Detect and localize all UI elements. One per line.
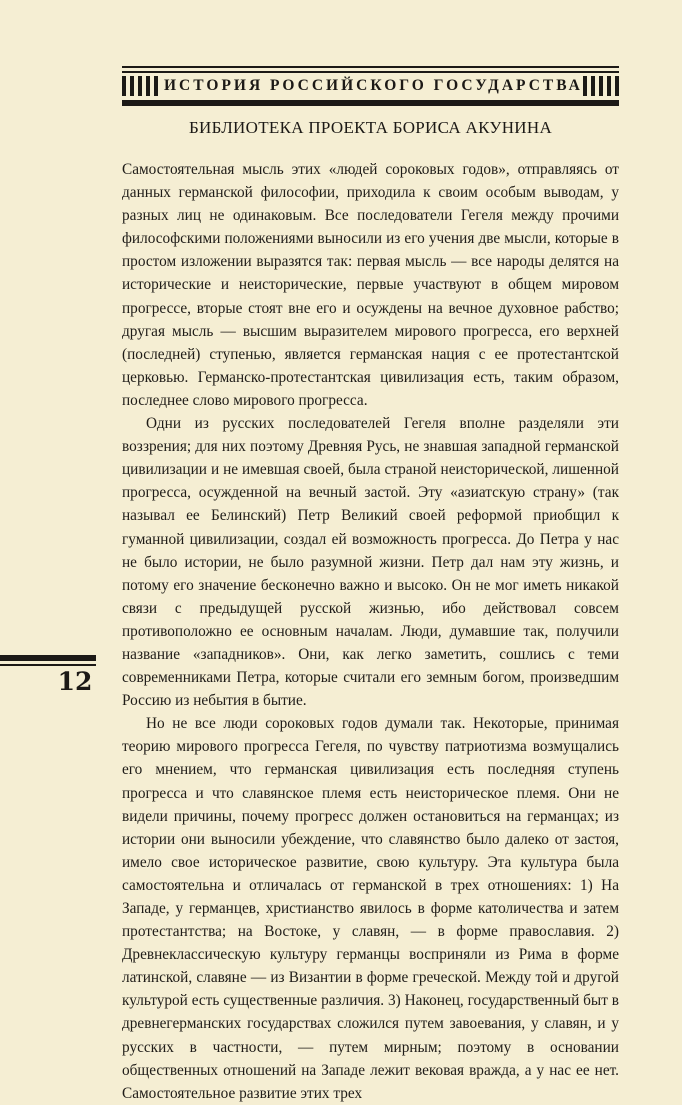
header-top-rule	[122, 66, 619, 68]
header-bottom-rule	[122, 100, 619, 106]
ornament-bar	[607, 76, 611, 96]
ornament-bar	[138, 76, 142, 96]
header-top-rule-second	[122, 71, 619, 73]
page-number-rule-top	[0, 655, 96, 661]
ornament-bar	[583, 76, 587, 96]
ornament-bar	[615, 76, 619, 96]
paragraph: Самостоятельная мысль этих «людей сороковых годов», отправляясь от данных германской философии, приходила к своим особым выводам, у разных лиц не одинаковым. Все последователи Гегеля между прочими философскими положениями выносили из его учения две мысли, которые в простом изложении выразятся так: первая мысль — все народы делятся на исторические и неисторические, первые участвуют в общем мировом прогрессе, вторые стоят вне его и осуждены на вечное духовное рабство; другая мысль — высшим выразителем мирового прогресса, его верхней (последней) ступенью, является германская нация с ее протестантской церковью. Германско-протестантская цивилизация есть, таким образом, последнее слово мирового прогресса.	[122, 161, 619, 409]
ornament-bar	[130, 76, 134, 96]
page-number: 12	[57, 667, 93, 696]
ornament-bar	[591, 76, 595, 96]
paragraph: Одни из русских последователей Гегеля вполне разделяли эти воззрения; для них поэтому Древняя Русь, не знавшая западной германской цивилизации и не имевшая своей, была страной неисторической, лишенной прогресса, осужденной на вечный застой. Эту «азиатскую страну» (так называл ее Белинский) Петр Великий своей реформой приобщил к гуманной цивилизации, создал ей возможность прогресса. До Петра у нас не было истории, не было разумной жизни. Петр дал нам эту жизнь, и потому его значение бесконечно важно и высоко. Он не мог иметь никакой связи с предыдущей русской жизнью, ибо действовал совсем противоположно ее основным началам. Люди, думавшие так, получили название «западников». Они, как легко заметить, сошлись с теми современниками Петра, которые считали его земным богом, произведшим Россию из небытия в бытие.	[122, 415, 619, 710]
series-title: ИСТОРИЯ РОССИЙСКОГО ГОСУДАРСТВА	[164, 77, 583, 94]
paragraph: Но не все люди сороковых годов думали так. Некоторые, принимая теорию мирового прогресса Гегеля, по чувству патриотизма возмущались его мнением, что германская цивилизация есть последняя ступень прогресса и что славянское племя есть неисторическое племя. Они не видели причины, почему прогресс должен остановиться на германцах; из истории они выносили убеждение, что славянство было далеко от застоя, имело свое историческое развитие, свою культуру. Эта культура была самостоятельна и отличалась от германской в трех отношениях: 1) На Западе, у германцев, христианство явилось в форме католичества и затем протестантства; на Востоке, у славян, — в форме православия. 2) Древнеклассическую культуру германцы восприняли из Рима в форме латинской, славяне — из Византии в форме греческой. Между той и другой культурой есть существенные различия. 3) Наконец, государственный быт в древнегерманских государствах сложился путем завоевания, у славян, и у русских в частности, — путем мирным; поэтому в основании общественных отношений на Западе лежит вековая вражда, а у нас ее нет. Самостоятельное развитие этих трех	[122, 715, 619, 1102]
ornament-bar	[154, 76, 158, 96]
ornament-bar	[146, 76, 150, 96]
ornament-bar	[599, 76, 603, 96]
ornament-bar	[122, 76, 126, 96]
page-number-rule-thin	[0, 664, 96, 666]
library-title: БИБЛИОТЕКА ПРОЕКТА БОРИСА АКУНИНА	[188, 118, 553, 137]
body-text	[122, 158, 619, 1105]
